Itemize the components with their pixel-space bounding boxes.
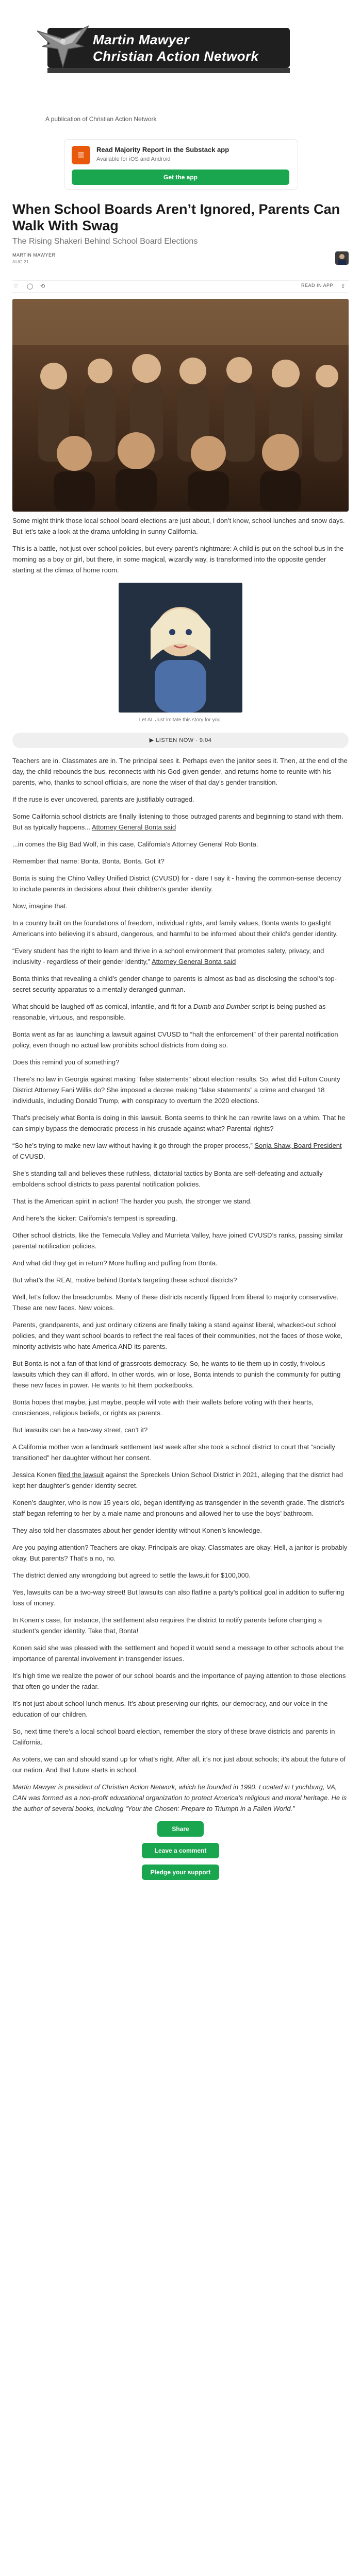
emphasis: Dumb and Dumber [193, 1003, 250, 1010]
paragraph: Bonta is suing the Chino Valley Unified District (CVUSD) for - dare I say it - having the common-sense decency to include parents in decisions about their children’s gender identity. [12, 874, 341, 893]
figure-caption: Let AI. Just imitate this story for you. [139, 717, 222, 723]
paragraph: Yes, lawsuits can be a two-way street! But lawsuits can also flatline a party’s political goal in addition to suffering loss of money. [12, 1588, 344, 1607]
pledge-support-button[interactable]: Pledge your support [142, 1865, 219, 1880]
article-body [12, 515, 349, 1880]
paragraph: That’s precisely what Bonta is doing in this lawsuit. Bonta seems to think he can rewrite laws on a whim. That he can simply bypass the democratic process in his crusade against what? Parental rights? [12, 1114, 346, 1132]
paragraph: In a country built on the foundations of freedom, individual rights, and family values, Bonta wants to gaslight Americans into believing it’s absurd, dangerous, and harmful to be informed about their child’s gender identity. [12, 919, 338, 938]
paragraph: Well, let’s follow the breadcrumbs. Many of these districts recently flipped from liberal to majority conservative. These are new faces. New voices. [12, 1293, 339, 1312]
paragraph: Some might think those local school board elections are just about, I don’t know, school lunches and snow days. But let’s take a look at the drama unfolding in sunny California. [12, 517, 345, 535]
post-action-bar [12, 280, 349, 293]
listen-now-button[interactable]: ▶ LISTEN NOW · 9:04 [12, 733, 349, 748]
paragraph: That is the American spirit in action! The harder you push, the stronger we stand. [12, 1197, 252, 1205]
heart-icon[interactable]: ♡ [13, 283, 19, 290]
paragraph: So, next time there’s a local school board election, remember the story of these brave districts and parents in California. [12, 1727, 335, 1746]
quote-text: “Every student has the right to learn and thrive in a school environment that promotes safety, privacy, and inclusivity - regardless of their gender identity,” [12, 947, 324, 965]
paragraph: But Bonta is not a fan of that kind of grassroots democracy. So, he wants to tie them up in costly, frivolous lawsuits which they can ill afford. In other words, win or lose, Bonta intends to punish the community for putting these new faces in power. He wants to hit them pocketbooks. [12, 1360, 341, 1389]
share-button[interactable]: Share [157, 1821, 204, 1837]
eagle-logo-icon[interactable] [32, 21, 94, 72]
restack-icon[interactable]: ⟲ [40, 283, 45, 290]
figure-image[interactable] [119, 583, 242, 713]
paragraph: In Konen’s case, for instance, the settlement also requires the district to notify parents before changing a student’s gender identity. Take that, Bonta! [12, 1616, 322, 1635]
bonta-quote-link[interactable]: Attorney General Bonta said [152, 958, 236, 965]
paragraph: But what’s the REAL motive behind Bonta’s targeting these school districts? [12, 1276, 237, 1284]
paragraph: A California mother won a landmark settlement last week after she took a school district to court that “socially transitioned” her daughter without her consent. [12, 1443, 335, 1462]
paragraph: Now, imagine that. [12, 902, 68, 910]
paragraph: Bonta went as far as launching a lawsuit against CVUSD to “halt the enforcement” of their parental notification policy, even though no actual law prohibits school districts from doing so. [12, 1030, 338, 1049]
hero-image [12, 299, 349, 512]
paragraph: They also told her classmates about her gender identity without Konen’s knowledge. [12, 1527, 262, 1534]
publication-label: A publication of Christian Action Network [45, 115, 157, 123]
post-subtitle: The Rising Shakeri Behind School Board Elections [12, 237, 198, 246]
paragraph [12, 1140, 349, 1162]
substack-logo-icon: ≡ [72, 146, 90, 164]
avatar[interactable] [335, 251, 349, 265]
paragraph: And here’s the kicker: California’s tempest is spreading. [12, 1214, 177, 1222]
app-promo-card [64, 139, 298, 190]
app-promo-subtitle: Available for iOS and Android [96, 156, 171, 162]
author-bio [12, 1782, 349, 1814]
paragraph [12, 1469, 349, 1491]
paragraph: She’s standing tall and believes these ruthless, dictatorial tactics by Bonta are self-defeating and actually emboldens school districts to pass parental notification policies. [12, 1170, 323, 1188]
listen-label: LISTEN NOW · 9:04 [156, 737, 212, 743]
paragraph-text: Jessica Konen [12, 1471, 56, 1479]
paragraph: Bonta thinks that revealing a child’s gender change to parents is almost as bad as disclosing the school’s top-secret security apparatus to a mentally deranged gunman. [12, 975, 337, 993]
paragraph: Are you paying attention? Teachers are okay. Principals are okay. Classmates are okay. Hell, a janitor is probably okay. But parents? That’s a no, no. [12, 1544, 348, 1562]
author-name[interactable]: MARTIN MAWYER [12, 252, 56, 258]
logo-line2: Christian Action Network [93, 48, 259, 64]
paragraph: And what did they get in return? More huffing and puffing from Bonta. [12, 1259, 218, 1267]
paragraph: It’s not just about school lunch menus. It’s about preserving our rights, our democracy, and our voice in the education of our children. [12, 1700, 328, 1718]
author-bio-text: Martin Mawyer is president of Christian Action Network, which he founded in 1990. Located in Lynchburg, VA, CAN was formed as a non-profit educational organization to protect America’s religious and moral heritage. He is the author of several books, including “Your the Chosen: Prepare to Triumph in a Fallen World.” [12, 1783, 347, 1812]
paragraph: Konen’s daughter, who is now 15 years old, began identifying as transgender in the seventh grade. The district’s staff began referring to her by a male name and pronouns and allowed her to use the boys’ bathroom. [12, 1499, 344, 1517]
post-date: AUG 21 [12, 259, 29, 264]
paragraph [12, 811, 349, 833]
paragraph-text: of CVUSD. [12, 1153, 45, 1160]
paragraph: The district denied any wrongdoing but agreed to settle the lawsuit for $100,000. [12, 1571, 251, 1579]
paragraph: Does this remind you of something? [12, 1058, 120, 1066]
paragraph: It’s high time we realize the power of our school boards and the importance of paying attention to those elections that often go under the radar. [12, 1672, 346, 1690]
paragraph: Parents, grandparents, and just ordinary citizens are finally taking a stand against liberal, whacked-out school policies, and they want school boards to reflect the real faces of their communities, not the faces of those woke, minority activists who hate America AND its parents. [12, 1321, 343, 1350]
paragraph: There’s no law in Georgia against making “false statements” about election results. So, what did Fulton County District Attorney Fani Willis do? She imposed a decree making “false statements” a crime and charged 18 individuals, including Donald Trump, with conspiracy to overturn the 2020 elections. [12, 1075, 340, 1105]
logo-line1: Martin Mawyer [93, 32, 190, 47]
paragraph: Konen said she was pleased with the settlement and hoped it would send a message to other schools about the importance of parental involvement in transgender issues. [12, 1644, 344, 1663]
paragraph [12, 1001, 349, 1023]
paragraph: Other school districts, like the Temecula Valley and Murrieta Valley, have joined CVUSD’s ranks, passing similar parental notification policies. [12, 1231, 343, 1250]
get-app-button[interactable]: Get the app [72, 170, 289, 185]
paragraph: Remember that name: Bonta. Bonta. Bonta. Got it? [12, 857, 165, 865]
paragraph: Teachers are in. Classmates are in. The principal sees it. Perhaps even the janitor sees it. Then, at the end of the day, the child rebounds the bus, reconnects with his God-given gender, and returns home to reunite with his parents, who, thanks to school officials, are none the wiser of that day’s gender transition. [12, 757, 348, 786]
lawsuit-link[interactable]: filed the lawsuit [58, 1471, 104, 1479]
paragraph: This is a battle, not just over school policies, but every parent’s nightmare: A child is put on the school bus in the morning as a boy or girl, but there, in some magical, wizardly way, is transformed into the opposite gender starting at the climax of home room. [12, 545, 344, 574]
bonta-link[interactable]: Attorney General Bonta said [91, 823, 176, 831]
shaw-link[interactable]: Sonja Shaw, Board President [254, 1142, 342, 1149]
paragraph: As voters, we can and should stand up for what’s right. After all, it’s not just about schools; it’s about the future of our nation. And that future starts in school. [12, 1755, 346, 1774]
read-in-app-link[interactable]: READ IN APP [301, 283, 333, 288]
paragraph: Bonta hopes that maybe, just maybe, people will vote with their wallets before voting with their hearts, consciences, religious beliefs, or rights as parents. [12, 1398, 314, 1417]
share-icon[interactable]: ⇪ [340, 283, 346, 290]
paragraph-text: “So he’s trying to make new law without having it go through the proper process,” [12, 1142, 253, 1149]
paragraph: But lawsuits can be a two-way street, can’t it? [12, 1426, 148, 1434]
paragraph-text: script is being pushed as reasonable, virtuous, and responsible. [12, 1003, 326, 1021]
comment-icon[interactable]: ◯ [27, 283, 34, 290]
paragraph: If the ruse is ever uncovered, parents are justifiably outraged. [12, 795, 194, 803]
paragraph-text: against the Spreckels Union School District in 2021, alleging that the district had kept her daughter’s gender identity secret. [12, 1471, 343, 1489]
post-title: When School Boards Aren’t Ignored, Parents Can Walk With Swag [12, 201, 340, 233]
app-promo-title: Read Majority Report in the Substack app [96, 146, 229, 154]
paragraph [12, 945, 349, 967]
leave-comment-button[interactable]: Leave a comment [142, 1843, 219, 1858]
header-banner [0, 0, 361, 111]
paragraph: ...in comes the Big Bad Wolf, in this case, California’s Attorney General Rob Bonta. [12, 840, 258, 848]
paragraph-text: What should be laughed off as comical, infantile, and fit for a [12, 1003, 192, 1010]
paragraph-text: Some California school districts are finally listening to those outraged parents and beginning to stand with them. But as typically happens... [12, 812, 343, 831]
